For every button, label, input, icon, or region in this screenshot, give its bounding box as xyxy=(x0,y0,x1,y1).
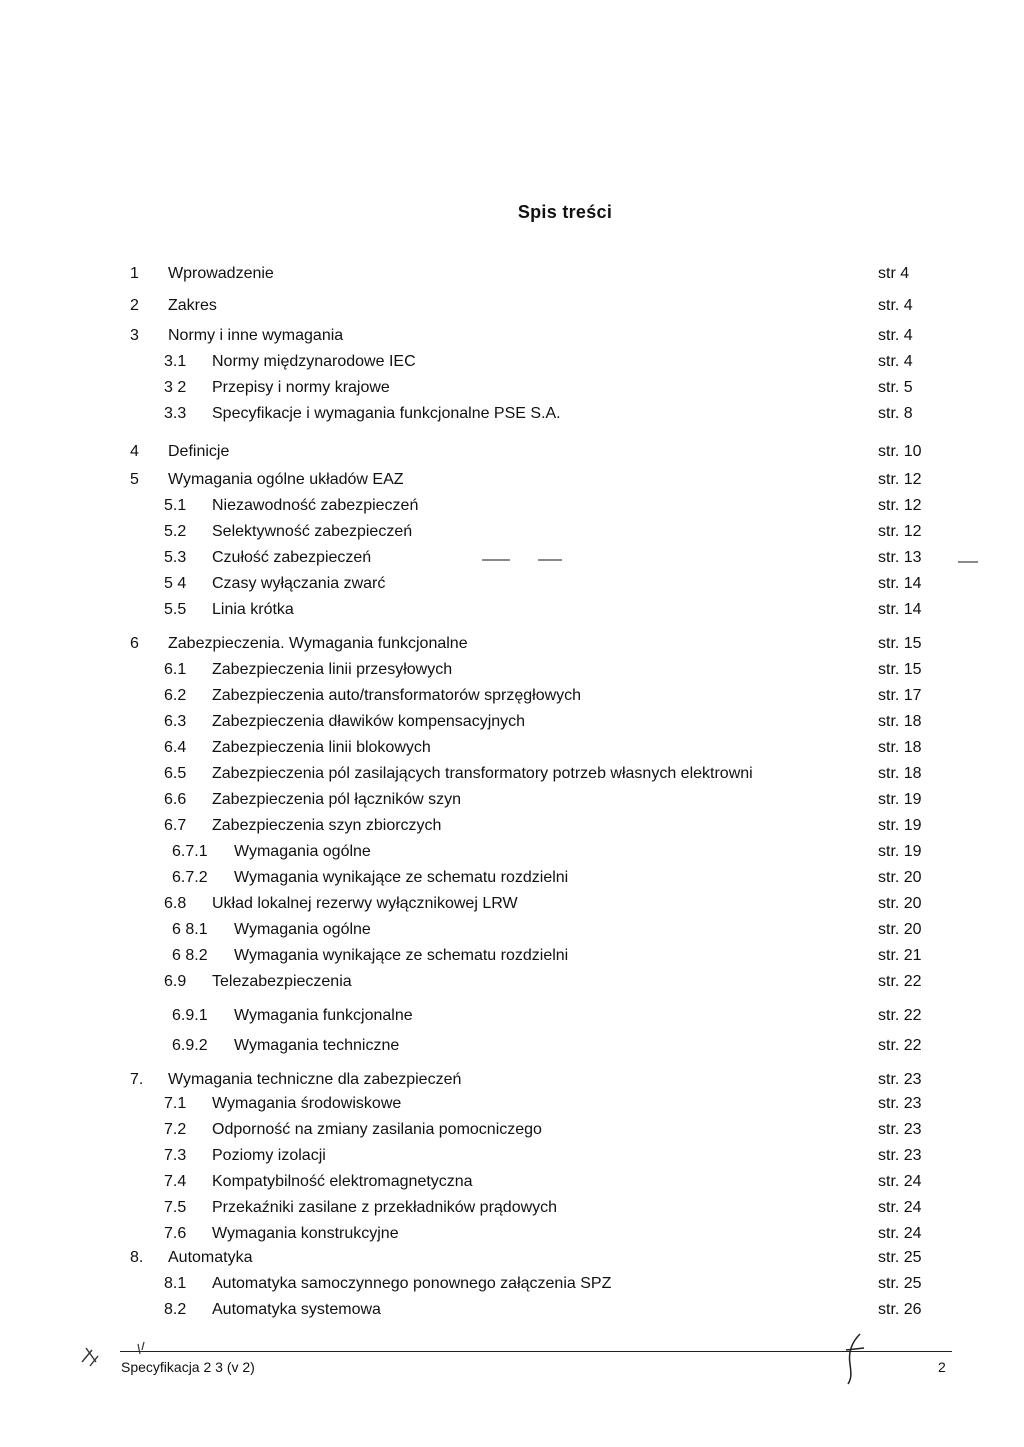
toc-entry xyxy=(0,971,1024,993)
toc-entry-title: Zabezpieczenia auto/transformatorów sprzęgłowych xyxy=(212,687,582,704)
toc-entry-page: str. 25 xyxy=(878,1249,922,1266)
toc-entry-title: Specyfikacje i wymagania funkcjonalne PSE S.A. xyxy=(212,405,561,422)
toc-entry-title: Niezawodność zabezpieczeń xyxy=(212,497,419,514)
toc-entry-page: str. 14 xyxy=(878,575,922,592)
toc-entry-title: Wymagania konstrukcyjne xyxy=(212,1225,399,1242)
toc-entry xyxy=(0,1197,1024,1219)
toc-entry-page: str. 4 xyxy=(878,327,913,344)
toc-entry-number: 6 8.2 xyxy=(172,947,208,964)
toc-entry xyxy=(0,599,1024,621)
toc-entry-title: Wymagania ogólne xyxy=(234,921,371,938)
toc-entry-title: Zakres xyxy=(168,297,217,314)
toc-entry-title: Wymagania wynikające ze schematu rozdzielni xyxy=(234,947,569,964)
toc-entry-page: str. 26 xyxy=(878,1301,922,1318)
toc-entry-page: str. 20 xyxy=(878,921,922,938)
toc-entry-number: 6.9.1 xyxy=(172,1007,208,1024)
toc-entry xyxy=(0,1247,1024,1269)
toc-entry-number: 6.9.2 xyxy=(172,1037,208,1054)
toc-entry-page: str. 23 xyxy=(878,1147,922,1164)
toc-entry xyxy=(0,403,1024,425)
footer-rule xyxy=(120,1351,952,1352)
toc-entry xyxy=(0,711,1024,733)
toc-entry-page: str. 5 xyxy=(878,379,913,396)
toc-entry-page: str. 4 xyxy=(878,297,913,314)
toc-entry-number: 7. xyxy=(130,1071,144,1088)
toc-entry-page: str. 15 xyxy=(878,661,922,678)
toc-entry-title: Przekaźniki zasilane z przekładników prądowych xyxy=(212,1199,558,1216)
toc-entry xyxy=(0,441,1024,463)
toc-entry-title: Normy międzynarodowe IEC xyxy=(212,353,416,370)
toc-entry xyxy=(0,815,1024,837)
toc-entry-number: 5.5 xyxy=(164,601,187,618)
toc-entry-number: 6.1 xyxy=(164,661,187,678)
toc-entry xyxy=(0,1273,1024,1295)
toc-entry-number: 3.3 xyxy=(164,405,187,422)
toc-entry-page: str. 22 xyxy=(878,1037,922,1054)
toc-entry-page: str. 14 xyxy=(878,601,922,618)
toc-entry-page: str. 20 xyxy=(878,895,922,912)
toc-entry xyxy=(0,377,1024,399)
toc-entry xyxy=(0,1119,1024,1141)
toc-entry-number: 8.2 xyxy=(164,1301,187,1318)
toc-entry-title: Wymagania techniczne dla zabezpieczeń xyxy=(168,1071,462,1088)
toc-entry-number: 3.1 xyxy=(164,353,187,370)
toc-entry-title: Wymagania techniczne xyxy=(234,1037,400,1054)
toc-entry-number: 6.7.1 xyxy=(172,843,208,860)
toc-entry-title: Zabezpieczenia linii przesyłowych xyxy=(212,661,453,678)
toc-entry-title: Wymagania wynikające ze schematu rozdzielni xyxy=(234,869,569,886)
toc-entry-number: 6.6 xyxy=(164,791,187,808)
toc-entry-page: str. 19 xyxy=(878,843,922,860)
toc-entry-number: 8.1 xyxy=(164,1275,187,1292)
toc-entry-number: 7.6 xyxy=(164,1225,187,1242)
toc-entry xyxy=(0,295,1024,317)
toc-entry xyxy=(0,325,1024,347)
toc-entry-number: 3 2 xyxy=(164,379,187,396)
toc-entry-number: 6 xyxy=(130,635,139,652)
toc-entry-title: Automatyka systemowa xyxy=(212,1301,381,1318)
toc-entry-number: 6.4 xyxy=(164,739,187,756)
toc-entry xyxy=(0,893,1024,915)
toc-entry-number: 5.1 xyxy=(164,497,187,514)
toc-entry-page: str. 23 xyxy=(878,1121,922,1138)
toc-entry-title: Zabezpieczenia dławików kompensacyjnych xyxy=(212,713,526,730)
toc-entry-title: Zabezpieczenia. Wymagania funkcjonalne xyxy=(168,635,468,652)
footer-page-number: 2 xyxy=(938,1359,946,1375)
toc-entry-number: 7.3 xyxy=(164,1147,187,1164)
toc-entry-page: str. 19 xyxy=(878,817,922,834)
toc-entry xyxy=(0,521,1024,543)
toc-entry-number: 7.5 xyxy=(164,1199,187,1216)
toc-entry-number: 1 xyxy=(130,265,139,282)
toc-entry-page: str. 24 xyxy=(878,1173,922,1190)
toc-entry xyxy=(0,263,1024,285)
signature-icon xyxy=(838,1330,868,1386)
toc-entry xyxy=(0,737,1024,759)
toc-entry-page: str. 23 xyxy=(878,1095,922,1112)
toc-entry-title: Czasy wyłączania zwarć xyxy=(212,575,386,592)
toc-entry-number: 6.8 xyxy=(164,895,187,912)
toc-entry-page: str. 24 xyxy=(878,1199,922,1216)
toc-entry-page: str. 4 xyxy=(878,353,913,370)
toc-entry-page: str. 23 xyxy=(878,1071,922,1088)
toc-entry-page: str. 25 xyxy=(878,1275,922,1292)
toc-entry xyxy=(0,1299,1024,1321)
page-title: Spis treści xyxy=(517,202,613,222)
toc-entry-page: str. 22 xyxy=(878,1007,922,1024)
toc-entry-title: Układ lokalnej rezerwy wyłącznikowej LRW xyxy=(212,895,518,912)
toc-entry-number: 6.7 xyxy=(164,817,187,834)
toc-entry xyxy=(0,763,1024,785)
toc-entry-page: str. 21 xyxy=(878,947,922,964)
toc-entry-page: str. 8 xyxy=(878,405,913,422)
toc-entry xyxy=(0,867,1024,889)
toc-entry-number: 3 xyxy=(130,327,139,344)
toc-entry-title: Wymagania środowiskowe xyxy=(212,1095,402,1112)
toc-entry-number: 7.2 xyxy=(164,1121,187,1138)
toc-entry-title: Wprowadzenie xyxy=(168,265,274,282)
toc-entry-page: str 4 xyxy=(878,265,910,282)
toc-entry-page: str. 13 xyxy=(878,549,922,566)
toc-entry xyxy=(0,1171,1024,1193)
toc-entry-number: 5.3 xyxy=(164,549,187,566)
toc-entry-title: Wymagania ogólne układów EAZ xyxy=(168,471,404,488)
toc-entry-title: Telezabezpieczenia xyxy=(212,973,352,990)
toc-entry-title: Selektywność zabezpieczeń xyxy=(212,523,413,540)
toc-entry xyxy=(0,469,1024,491)
toc-entry-number: 6.2 xyxy=(164,687,187,704)
toc-entry-title: Automatyka xyxy=(168,1249,253,1266)
toc-entry-title: Kompatybilność elektromagnetyczna xyxy=(212,1173,473,1190)
toc-entry-page: str. 18 xyxy=(878,739,922,756)
toc-entry-page: str. 19 xyxy=(878,791,922,808)
toc-entry-title: Definicje xyxy=(168,443,230,460)
toc-entry-number: 5 4 xyxy=(164,575,187,592)
toc-entry xyxy=(0,659,1024,681)
toc-entry xyxy=(0,685,1024,707)
toc-entry-title: Zabezpieczenia szyn zbiorczych xyxy=(212,817,442,834)
toc-entry-number: 5 xyxy=(130,471,139,488)
toc-entry xyxy=(0,945,1024,967)
toc-entry xyxy=(0,1093,1024,1115)
toc-entry-title: Zabezpieczenia pól zasilających transformatory potrzeb własnych elektrowni xyxy=(212,765,753,782)
toc-entry xyxy=(0,1005,1024,1027)
toc-entry-page: str. 18 xyxy=(878,713,922,730)
toc-entry-number: 8. xyxy=(130,1249,144,1266)
toc-entry-page: str. 12 xyxy=(878,471,922,488)
toc-entry-number: 4 xyxy=(130,443,139,460)
toc-entry xyxy=(0,919,1024,941)
toc-entry-page: str. 10 xyxy=(878,443,922,460)
toc-entry-number: 7.1 xyxy=(164,1095,187,1112)
toc-entry xyxy=(0,351,1024,373)
toc-entry-title: Czułość zabezpieczeń xyxy=(212,549,372,566)
toc-entry-title: Odporność na zmiany zasilania pomocniczego xyxy=(212,1121,542,1138)
toc-entry-number: 6 8.1 xyxy=(172,921,208,938)
toc-entry-page: str. 15 xyxy=(878,635,922,652)
toc-entry xyxy=(0,1223,1024,1245)
toc-entry-page: str. 12 xyxy=(878,523,922,540)
toc-entry-title: Zabezpieczenia linii blokowych xyxy=(212,739,431,756)
toc-entry-number: 6.3 xyxy=(164,713,187,730)
toc-entry xyxy=(0,841,1024,863)
toc-entry-page: str. 12 xyxy=(878,497,922,514)
toc-entry-number: 2 xyxy=(130,297,139,314)
scan-dash-mark-icon xyxy=(480,556,980,568)
toc-entry-title: Automatyka samoczynnego ponownego załączenia SPZ xyxy=(212,1275,612,1292)
toc-entry xyxy=(0,1069,1024,1091)
toc-entry-title: Normy i inne wymagania xyxy=(168,327,344,344)
toc-entry-title: Przepisy i normy krajowe xyxy=(212,379,390,396)
toc-entry-title: Linia krótka xyxy=(212,601,294,618)
toc-entry-number: 7.4 xyxy=(164,1173,187,1190)
toc-entry-title: Zabezpieczenia pól łączników szyn xyxy=(212,791,462,808)
toc-entry-page: str. 24 xyxy=(878,1225,922,1242)
toc-entry-number: 6.9 xyxy=(164,973,187,990)
toc-entry-title: Wymagania ogólne xyxy=(234,843,371,860)
toc-entry-page: str. 17 xyxy=(878,687,922,704)
toc-entry-title: Poziomy izolacji xyxy=(212,1147,326,1164)
toc-entry xyxy=(0,633,1024,655)
toc-entry-page: str. 18 xyxy=(878,765,922,782)
toc-entry xyxy=(0,573,1024,595)
toc-entry-page: str. 20 xyxy=(878,869,922,886)
toc-entry-number: 6.5 xyxy=(164,765,187,782)
toc-entry xyxy=(0,1035,1024,1057)
toc-entry-page: str. 22 xyxy=(878,973,922,990)
toc-entry xyxy=(0,1145,1024,1167)
footer-document-id: Specyfikacja 2 3 (v 2) xyxy=(121,1359,255,1375)
toc-entry-title: Wymagania funkcjonalne xyxy=(234,1007,413,1024)
toc-entry-number: 6.7.2 xyxy=(172,869,208,886)
toc-entry xyxy=(0,495,1024,517)
toc-entry-number: 5.2 xyxy=(164,523,187,540)
toc-entry xyxy=(0,789,1024,811)
